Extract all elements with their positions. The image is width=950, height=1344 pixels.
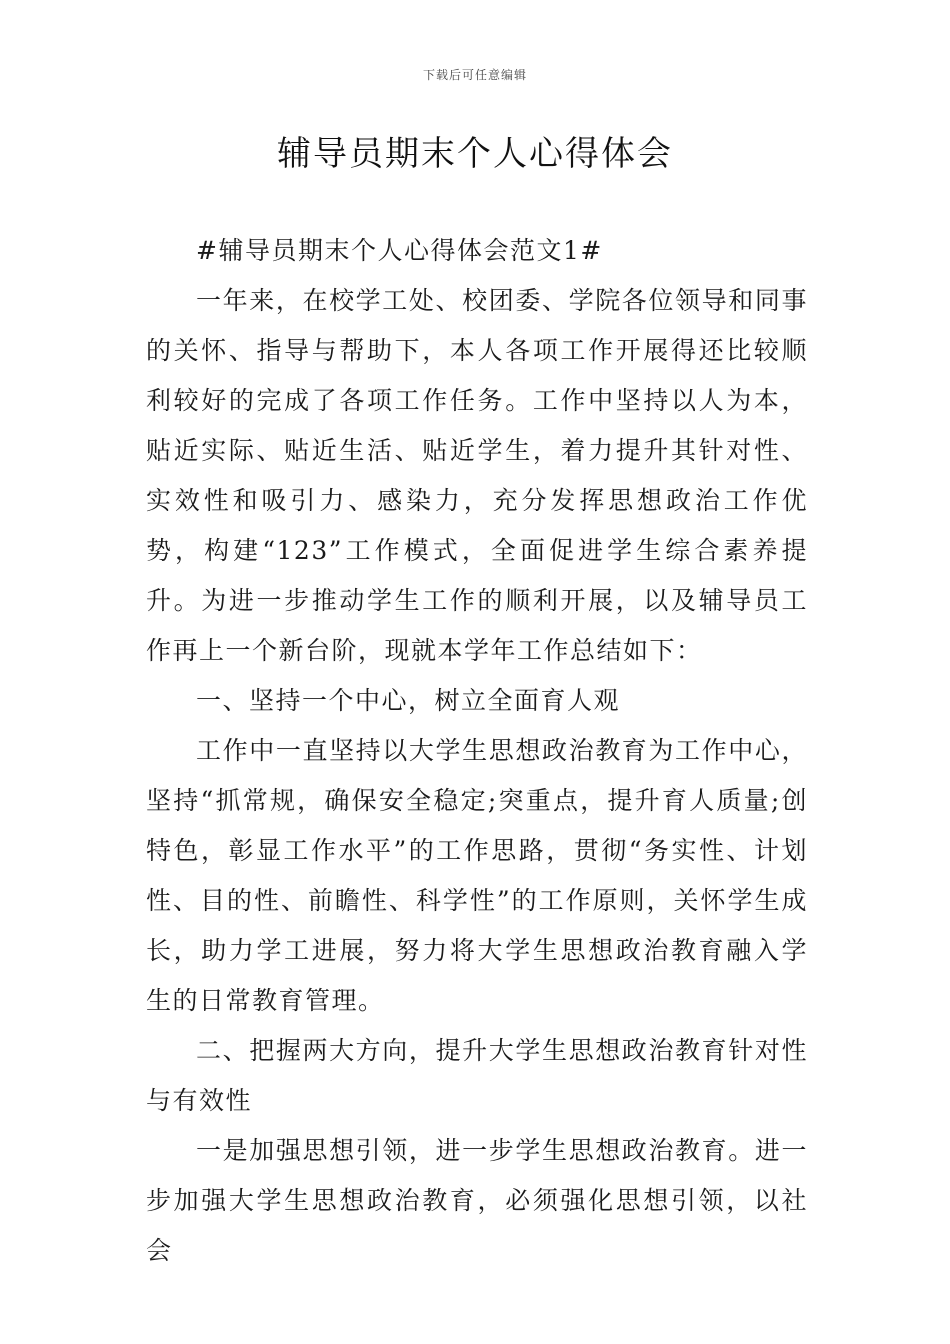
header-note: 下载后可任意编辑 (422, 68, 527, 82)
section-heading: 一、坚持一个中心，树立全面育人观 (196, 686, 621, 715)
section-heading-sample: #辅导员期末个人心得体会范文1# (196, 236, 603, 265)
section-heading: 二、把握两大方向，提升大学生思想政治教育针对性与有效性 (146, 1036, 808, 1115)
document-title: 辅导员期末个人心得体会 (277, 134, 673, 174)
body-paragraph: 一是加强思想引领，进一步学生思想政治教育。进一步加强大学生思想政治教育，必须强化思想引领，以社会 (146, 1136, 808, 1265)
body-paragraph: 工作中一直坚持以大学生思想政治教育为工作中心，坚持“抓常规，确保安全稳定;突重点，提升育人质量;创特色，彰显工作水平”的工作思路，贯彻“务实性、计划性、目的性、前瞻性、科学性”的工作原则，关怀学生成长，助力学工进展，努力将大学生思想政治教育融入学生的日常教育管理。 (146, 736, 808, 1015)
document-body (146, 226, 808, 1276)
body-paragraph: 一年来，在校学工处、校团委、学院各位领导和同事的关怀、指导与帮助下，本人各项工作开展得还比较顺利较好的完成了各项工作任务。工作中坚持以人为本，贴近实际、贴近生活、贴近学生，着力提升其针对性、实效性和吸引力、感染力，充分发挥思想政治工作优势，构建“123”工作模式，全面促进学生综合素养提升。为进一步推动学生工作的顺利开展，以及辅导员工作再上一个新台阶，现就本学年工作总结如下： (146, 286, 808, 665)
